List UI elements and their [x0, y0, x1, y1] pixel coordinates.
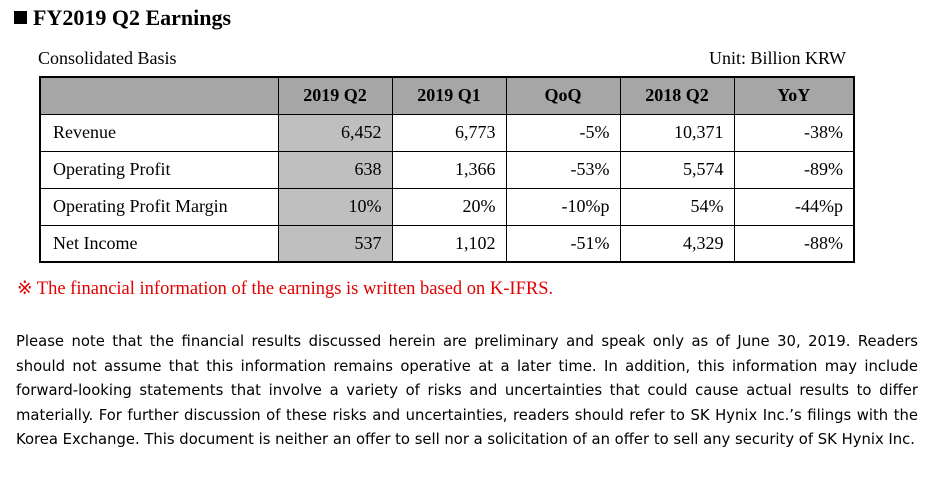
header-2019-q2: 2019 Q2: [278, 77, 392, 114]
basis-label: Consolidated Basis: [38, 48, 177, 68]
header-yoy: YoY: [734, 77, 854, 114]
cell-2018-q2: 5,574: [620, 151, 734, 188]
cell-2018-q2: 10,371: [620, 114, 734, 151]
row-label: Revenue: [40, 114, 278, 151]
cell-yoy: -88%: [734, 225, 854, 262]
header-qoq: QoQ: [506, 77, 620, 114]
cell-yoy: -44%p: [734, 188, 854, 225]
cell-2019-q2: 6,452: [278, 114, 392, 151]
cell-qoq: -51%: [506, 225, 620, 262]
row-label: Operating Profit Margin: [40, 188, 278, 225]
page-title-text: FY2019 Q2 Earnings: [33, 5, 232, 30]
kifrs-note: ※ The financial information of the earnings is written based on K-IFRS.: [17, 279, 554, 299]
table-row: [40, 225, 854, 262]
table-row: [40, 151, 854, 188]
cell-2019-q1: 6,773: [392, 114, 506, 151]
cell-2019-q1: 1,366: [392, 151, 506, 188]
unit-label: Unit: Billion KRW: [708, 48, 846, 68]
table-row: [40, 188, 854, 225]
row-label: Operating Profit: [40, 151, 278, 188]
cell-qoq: -53%: [506, 151, 620, 188]
row-label: Net Income: [40, 225, 278, 262]
cell-2019-q1: 1,102: [392, 225, 506, 262]
table-row: [40, 114, 854, 151]
page-title: [14, 4, 231, 32]
header-2019-q1: 2019 Q1: [392, 77, 506, 114]
cell-2019-q2: 10%: [278, 188, 392, 225]
header-blank: [40, 77, 278, 114]
cell-yoy: -38%: [734, 114, 854, 151]
cell-qoq: -5%: [506, 114, 620, 151]
cell-2019-q2: 638: [278, 151, 392, 188]
table-header-row: [40, 77, 854, 114]
cell-2019-q2: 537: [278, 225, 392, 262]
cell-qoq: -10%p: [506, 188, 620, 225]
header-2018-q2: 2018 Q2: [620, 77, 734, 114]
earnings-table: [39, 76, 855, 263]
cell-2018-q2: 54%: [620, 188, 734, 225]
cell-2018-q2: 4,329: [620, 225, 734, 262]
cell-yoy: -89%: [734, 151, 854, 188]
disclaimer-paragraph: Please note that the financial results discussed herein are preliminary and speak only as of June 30, 2019. Readers should not assume that this information remains operative at a later time. In addition, this information may include forward-looking statements that involve a variety of risks and uncertainties that could cause actual results to differ materially. For further discussion of these risks and uncertainties, readers should refer to SK Hynix Inc.’s filings with the Korea Exchange. This document is neither an offer to sell nor a solicitation of an offer to sell any security of SK Hynix Inc.: [16, 333, 918, 448]
black-square-bullet-icon: [14, 11, 27, 24]
cell-2019-q1: 20%: [392, 188, 506, 225]
